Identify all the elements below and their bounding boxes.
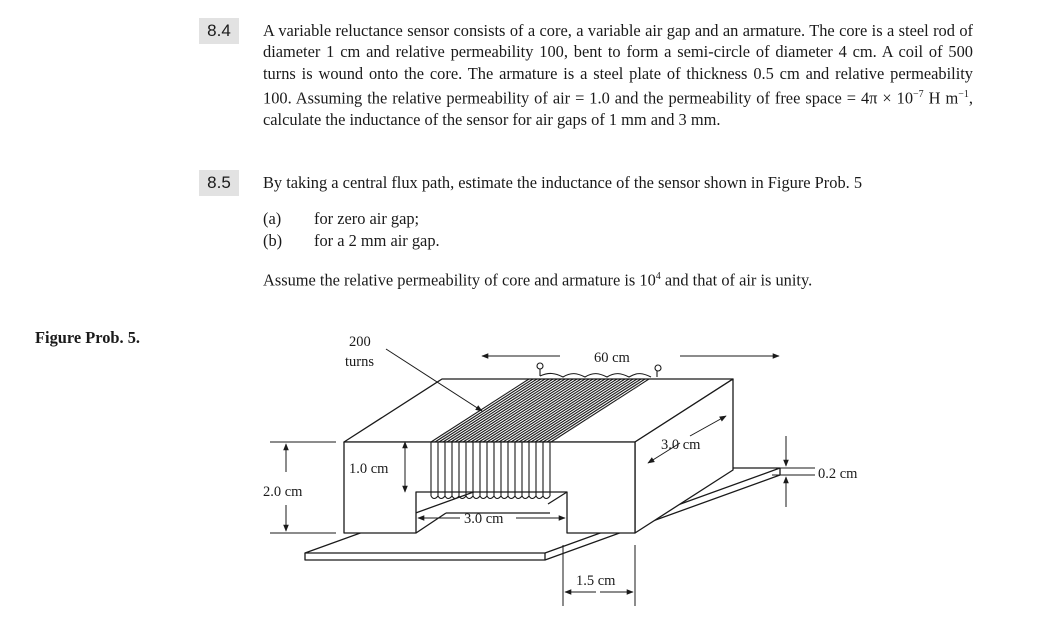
label-slot-width: 3.0 cm [464, 511, 504, 527]
problem-8-4-text: A variable reluctance sensor consists of a core, a variable air gap and an armature. The core is a steel rod of diameter 1 cm and relative permeability 100, bent to form a semi-circle of diameter 4 cm. A coil of 500 turns is wound onto the core. The armature is a steel plate of thickness 0.5 cm and relative permeability 100. Assuming the relative permeability of air = 1.0 and the permeability of free space = $4\pi \times 10^{-7}$ H $m^{-1}$, calculate the inductance of the sensor for air gaps of 1 mm and 3 mm. [263, 21, 973, 129]
label-turns-word: turns [345, 354, 374, 370]
problem-8-5-text: By taking a central flux path, estimate the inductance of the sensor shown in Figure Prob. 5 [263, 173, 863, 192]
problem-part-a: (a) for zero air gap; [263, 209, 420, 228]
label-armature-thickness: 0.2 cm [818, 466, 858, 482]
assumption-text: Assume the relative permeability of core and armature is $10^4$ and that of air is unity. [263, 270, 813, 290]
problem-part-b: (b) for a 2 mm air gap. [263, 231, 440, 250]
problem-number-8-5: 8.5 [199, 170, 239, 196]
problem-number-8-4: 8.4 [199, 18, 239, 44]
label-leg-width: 1.5 cm [576, 573, 616, 589]
label-depth: 3.0 cm [661, 437, 701, 453]
label-turns-number: 200 [349, 334, 371, 350]
label-inner-height: 1.0 cm [349, 461, 389, 477]
figure-caption: Figure Prob. 5. [35, 328, 141, 347]
label-total-height: 2.0 cm [263, 484, 303, 500]
label-length: 60 cm [594, 350, 630, 366]
